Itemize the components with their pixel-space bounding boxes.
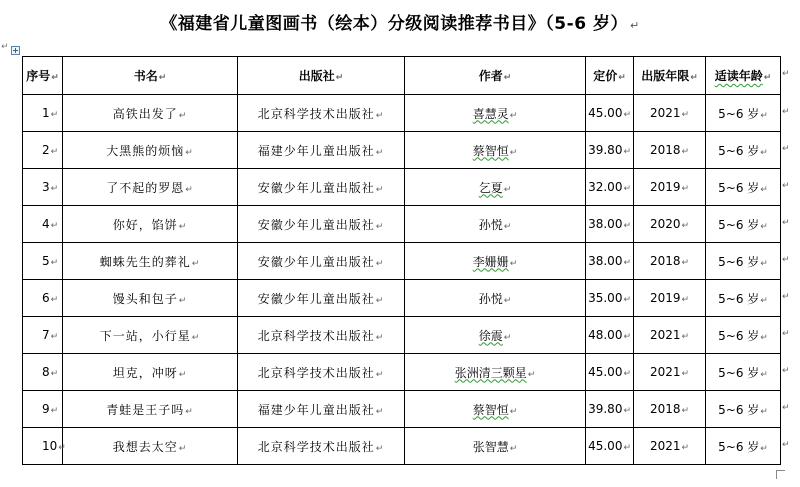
table-row <box>23 317 781 354</box>
row-end-mark: ↵ <box>782 402 790 413</box>
table-row <box>23 169 781 206</box>
paragraph-mark: ↵ <box>375 110 385 121</box>
paragraph-mark: ↵ <box>681 221 690 231</box>
table-row <box>23 391 781 428</box>
price-cell: 32.00↵ <box>586 169 634 206</box>
book-title-cell: 你好，馅饼↵ <box>63 206 238 243</box>
row-number-cell: 1↵ <box>23 95 63 132</box>
publisher-cell: 北京科学技术出版社↵ <box>238 95 405 132</box>
paragraph-mark: ↵ <box>509 147 518 158</box>
row-end-mark: ↵ <box>782 180 790 191</box>
paragraph-mark: ↵ <box>375 258 385 269</box>
paragraph-mark: ↵ <box>50 369 59 379</box>
reading-age-cell: 5~6 岁↵ <box>706 391 781 428</box>
header-cell-age: 适读年龄↵ <box>706 57 781 95</box>
paragraph-mark: ↵ <box>191 332 201 343</box>
book-title-cell: 下一站，小行星↵ <box>63 317 238 354</box>
header-cell-author: 作者↵ <box>405 57 586 95</box>
publisher-cell: 北京科学技术出版社↵ <box>238 317 405 354</box>
row-number-cell: 5↵ <box>23 243 63 280</box>
paragraph-mark: ↵ <box>681 295 690 305</box>
publication-year-cell: 2021↵ <box>634 428 706 465</box>
paragraph-mark: ↵ <box>178 295 188 306</box>
author-cell: 孙悦↵ <box>405 206 586 243</box>
reading-age-cell: 5~6 岁↵ <box>706 169 781 206</box>
paragraph-mark: ↵ <box>760 406 768 417</box>
paragraph-mark: ↵ <box>50 258 59 268</box>
paragraph-mark: ↵ <box>681 332 690 342</box>
paragraph-mark: ↵ <box>623 147 631 157</box>
book-title-cell: 青蛙是王子吗↵ <box>63 391 238 428</box>
row-number-cell: 6↵ <box>23 280 63 317</box>
paragraph-mark: ↵ <box>527 369 536 380</box>
row-end-mark: ↵ <box>782 143 790 154</box>
paragraph-mark: ↵ <box>623 258 631 268</box>
row-number-cell: 10↵ <box>23 428 63 465</box>
book-title-cell: 我想去太空↵ <box>63 428 238 465</box>
author-cell: 张智慧↵ <box>405 428 586 465</box>
paragraph-mark: ↵ <box>503 184 512 195</box>
paragraph-mark: ↵ <box>50 295 59 305</box>
author-cell: 乞夏↵ <box>405 169 586 206</box>
paragraph-mark: ↵ <box>178 369 188 380</box>
reading-age-cell: 5~6 岁↵ <box>706 95 781 132</box>
header-cell-number: 序号↵ <box>23 57 63 95</box>
publication-year-cell: 2020↵ <box>634 206 706 243</box>
price-cell: 45.00↵ <box>586 95 634 132</box>
price-cell: 39.80↵ <box>586 391 634 428</box>
row-number-cell: 7↵ <box>23 317 63 354</box>
paragraph-mark: ↵ <box>760 221 768 232</box>
paragraph-mark: ↵ <box>503 221 512 232</box>
header-cell-title: 书名↵ <box>63 57 238 95</box>
paragraph-mark: ↵ <box>185 147 194 158</box>
publication-year-cell: 2018↵ <box>634 132 706 169</box>
price-cell: 45.00↵ <box>586 354 634 391</box>
paragraph-mark: ↵ <box>50 184 59 194</box>
header-cell-year: 出版年限↵ <box>634 57 706 95</box>
table-move-handle-icon[interactable] <box>11 46 20 55</box>
author-cell: 李姗姗↵ <box>405 243 586 280</box>
publication-year-cell: 2021↵ <box>634 354 706 391</box>
paragraph-mark: ↵ <box>178 110 188 121</box>
reading-age-cell: 5~6 岁↵ <box>706 206 781 243</box>
reading-age-cell: 5~6 岁↵ <box>706 280 781 317</box>
author-cell: 喜慧灵↵ <box>405 95 586 132</box>
paragraph-mark: ↵ <box>50 406 59 416</box>
price-cell: 45.00↵ <box>586 428 634 465</box>
paragraph-mark: ↵ <box>509 110 518 121</box>
row-end-mark: ↵ <box>782 69 790 79</box>
publisher-cell: 福建少年儿童出版社↵ <box>238 391 405 428</box>
row-number-cell: 3↵ <box>23 169 63 206</box>
book-title-cell: 蜘蛛先生的葬礼↵ <box>63 243 238 280</box>
paragraph-mark: ↵ <box>623 332 631 342</box>
author-cell: 徐震↵ <box>405 317 586 354</box>
paragraph-mark: ↵ <box>681 369 690 379</box>
book-title-cell: 高铁出发了↵ <box>63 95 238 132</box>
paragraph-mark: ↵ <box>623 406 631 416</box>
paragraph-mark: ↵ <box>760 369 768 380</box>
price-cell: 39.80↵ <box>586 132 634 169</box>
row-number-cell: 8↵ <box>23 354 63 391</box>
table-row <box>23 354 781 391</box>
book-title-cell: 坦克，冲呀↵ <box>63 354 238 391</box>
price-cell: 35.00↵ <box>586 280 634 317</box>
author-cell: 蔡智恒↵ <box>405 132 586 169</box>
document-title-text: 《福建省儿童图画书（绘本）分级阅读推荐书目》（5-6 岁） <box>160 14 628 34</box>
row-number-cell: 9↵ <box>23 391 63 428</box>
table-row <box>23 132 781 169</box>
paragraph-mark: ↵ <box>1 42 9 52</box>
table-row <box>23 428 781 465</box>
paragraph-mark: ↵ <box>623 295 631 305</box>
row-end-mark: ↵ <box>782 328 790 339</box>
paragraph-mark: ↵ <box>681 147 690 157</box>
publisher-cell: 福建少年儿童出版社↵ <box>238 132 405 169</box>
paragraph-mark: ↵ <box>50 110 59 120</box>
author-cell: 张洲清三颗星↵ <box>405 354 586 391</box>
paragraph-mark: ↵ <box>50 221 59 231</box>
publication-year-cell: 2019↵ <box>634 169 706 206</box>
publication-year-cell: 2018↵ <box>634 391 706 428</box>
header-cell-price: 定价↵ <box>586 57 634 95</box>
paragraph-mark: ↵ <box>375 295 385 306</box>
publisher-cell: 北京科学技术出版社↵ <box>238 354 405 391</box>
row-end-mark: ↵ <box>782 217 790 228</box>
row-end-mark: ↵ <box>782 365 790 376</box>
publisher-cell: 安徽少年儿童出版社↵ <box>238 280 405 317</box>
paragraph-mark: ↵ <box>191 258 201 269</box>
publisher-cell: 安徽少年儿童出版社↵ <box>238 169 405 206</box>
table-body <box>23 95 781 465</box>
paragraph-mark: ↵ <box>760 147 768 158</box>
paragraph-mark: ↵ <box>681 184 690 194</box>
row-end-mark: ↵ <box>782 291 790 302</box>
paragraph-mark: ↵ <box>681 258 690 268</box>
row-end-mark: ↵ <box>782 439 790 450</box>
paragraph-mark: ↵ <box>375 443 385 454</box>
paragraph-mark: ↵ <box>375 406 385 417</box>
price-cell: 48.00↵ <box>586 317 634 354</box>
paragraph-mark: ↵ <box>50 147 59 157</box>
author-cell: 蔡智恒↵ <box>405 391 586 428</box>
reading-age-cell: 5~6 岁↵ <box>706 428 781 465</box>
reading-age-cell: 5~6 岁↵ <box>706 317 781 354</box>
publisher-cell: 安徽少年儿童出版社↵ <box>238 206 405 243</box>
reading-age-cell: 5~6 岁↵ <box>706 354 781 391</box>
paragraph-mark: ↵ <box>375 184 385 195</box>
paragraph-mark: ↵ <box>760 258 768 269</box>
paragraph-mark: ↵ <box>185 184 194 195</box>
paragraph-mark: ↵ <box>178 221 188 232</box>
publisher-cell: 安徽少年儿童出版社↵ <box>238 243 405 280</box>
paragraph-mark: ↵ <box>185 406 194 417</box>
paragraph-mark: ↵ <box>623 110 631 120</box>
table-row <box>23 280 781 317</box>
paragraph-mark: ↵ <box>681 406 690 416</box>
paragraph-mark: ↵ <box>58 443 66 453</box>
table-header-row <box>23 57 781 95</box>
publication-year-cell: 2018↵ <box>634 243 706 280</box>
header-cell-publisher: 出版社↵ <box>238 57 405 95</box>
paragraph-mark: ↵ <box>509 443 518 454</box>
paragraph-mark: ↵ <box>375 332 385 343</box>
row-number-cell: 2↵ <box>23 132 63 169</box>
table-row <box>23 243 781 280</box>
paragraph-mark: ↵ <box>760 332 768 343</box>
reading-age-cell: 5~6 岁↵ <box>706 132 781 169</box>
paragraph-mark: ↵ <box>623 369 631 379</box>
page-corner-marker <box>776 470 785 479</box>
paragraph-mark: ↵ <box>681 110 690 120</box>
publisher-cell: 北京科学技术出版社↵ <box>238 428 405 465</box>
book-title-cell: 大黑熊的烦恼↵ <box>63 132 238 169</box>
paragraph-mark: ↵ <box>50 332 59 342</box>
author-cell: 孙悦↵ <box>405 280 586 317</box>
paragraph-mark: ↵ <box>681 443 690 453</box>
publication-year-cell: 2021↵ <box>634 317 706 354</box>
price-cell: 38.00↵ <box>586 243 634 280</box>
paragraph-mark: ↵ <box>760 184 768 195</box>
paragraph-mark: ↵ <box>178 443 188 454</box>
row-number-cell: 4↵ <box>23 206 63 243</box>
paragraph-mark: ↵ <box>375 221 385 232</box>
paragraph-mark: ↵ <box>503 295 512 306</box>
paragraph-mark: ↵ <box>375 369 385 380</box>
book-list-table <box>22 56 781 465</box>
row-end-mark: ↵ <box>782 106 790 117</box>
document-title <box>0 9 800 34</box>
publication-year-cell: 2021↵ <box>634 95 706 132</box>
paragraph-mark: ↵ <box>623 221 631 231</box>
price-cell: 38.00↵ <box>586 206 634 243</box>
table-row <box>23 206 781 243</box>
table-row <box>23 95 781 132</box>
reading-age-cell: 5~6 岁↵ <box>706 243 781 280</box>
paragraph-mark: ↵ <box>509 258 518 269</box>
paragraph-mark: ↵ <box>760 295 768 306</box>
paragraph-mark: ↵ <box>509 406 518 417</box>
book-title-cell: 馒头和包子↵ <box>63 280 238 317</box>
paragraph-mark: ↵ <box>623 184 631 194</box>
paragraph-mark: ↵ <box>760 443 768 454</box>
paragraph-mark: ↵ <box>503 332 512 343</box>
publication-year-cell: 2019↵ <box>634 280 706 317</box>
row-end-mark: ↵ <box>782 254 790 265</box>
paragraph-mark: ↵ <box>760 110 768 121</box>
paragraph-mark: ↵ <box>623 443 631 453</box>
paragraph-mark: ↵ <box>375 147 385 158</box>
paragraph-mark: ↵ <box>629 19 640 32</box>
book-title-cell: 了不起的罗恩↵ <box>63 169 238 206</box>
